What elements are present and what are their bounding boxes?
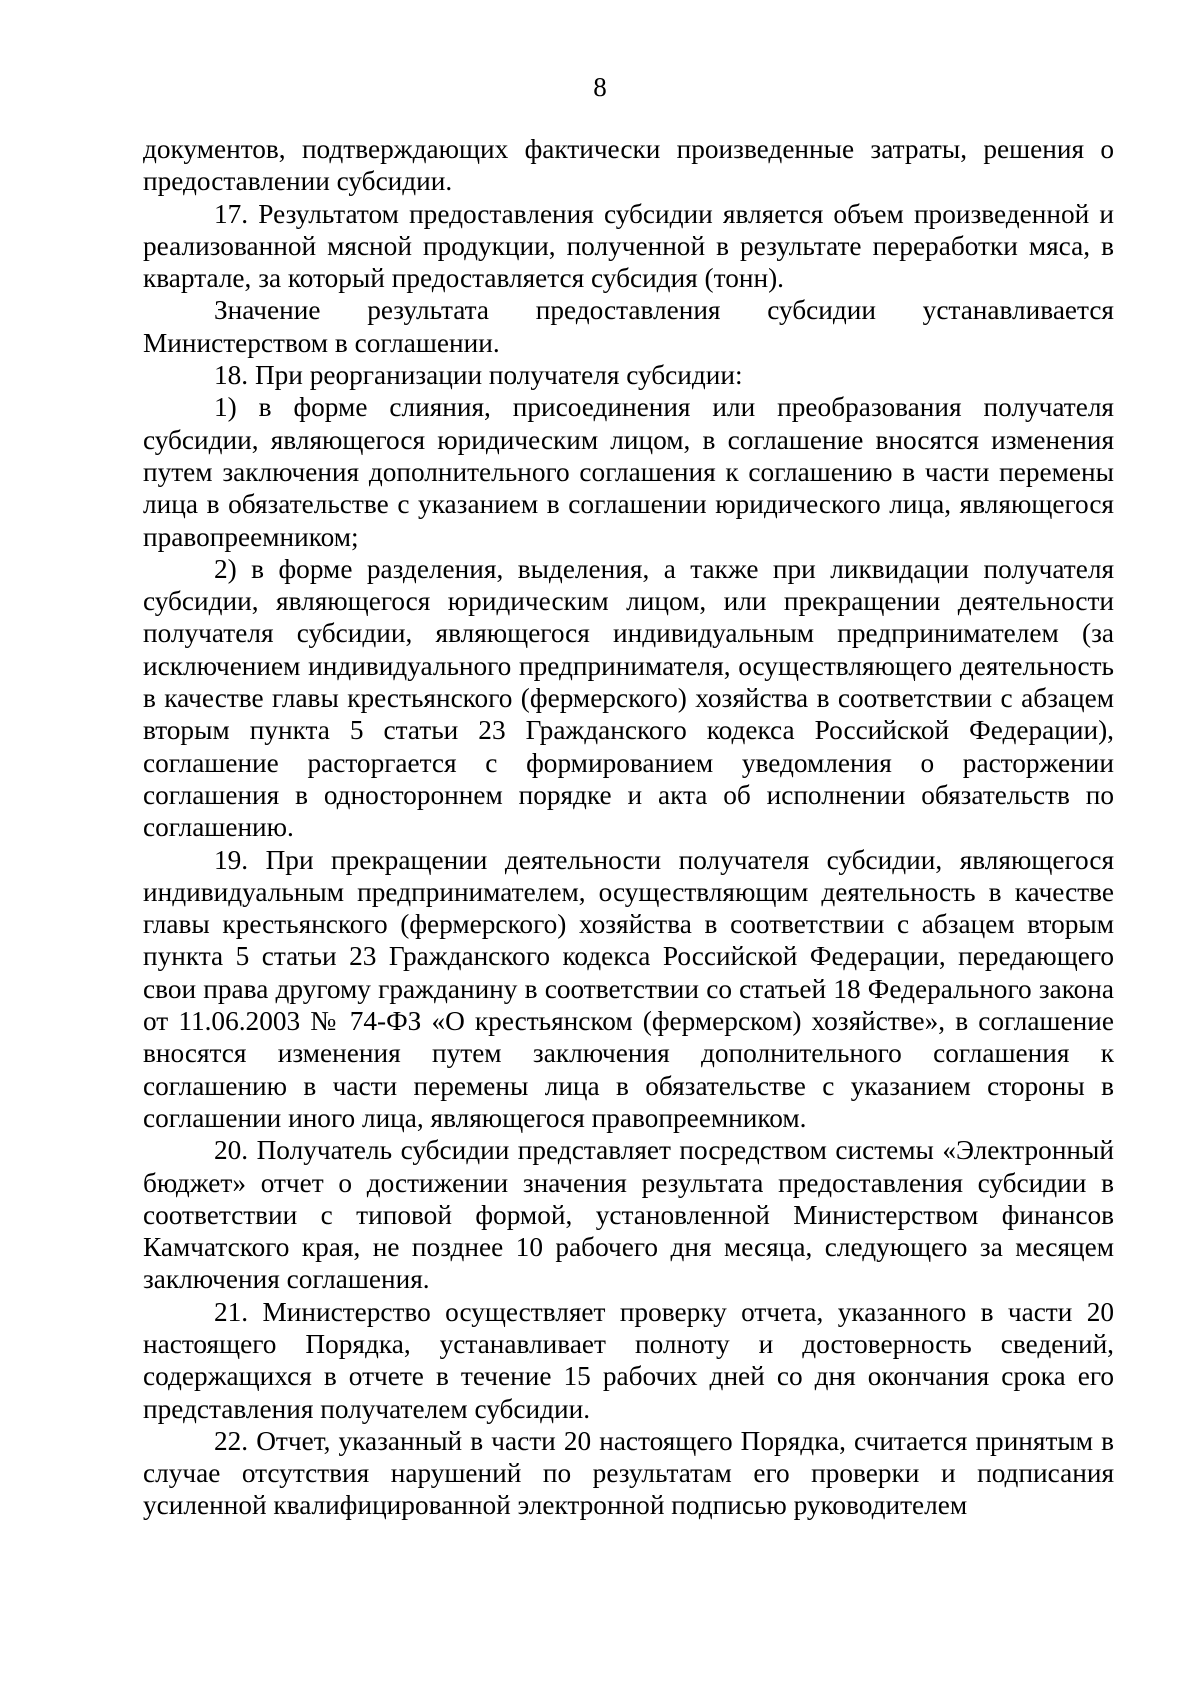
paragraph-17-result-value: Значение результата предоставления субсидии устанавливается Министерством в соглашении. (143, 295, 1114, 358)
document-body (143, 133, 1114, 1522)
paragraph-18: 18. При реорганизации получателя субсидии: (214, 360, 743, 391)
paragraph-17: 17. Результатом предоставления субсидии является объем произведенной и реализованной мясной продукции, полученной в результате переработки мяса, в квартале, за который предоставляется субсидия (тонн). (143, 198, 1114, 294)
paragraph-continuation: документов, подтверждающих фактически произведенные затраты, решения о предоставлении субсидии. (143, 134, 1114, 197)
paragraph-18-item-2: 2) в форме разделения, выделения, а также при ликвидации получателя субсидии, являющегося юридическим лицом, или прекращении деятельности получателя субсидии, являющегося индивидуальным предпринимателем (за исключением индивидуального предпринимателя, осуществляющего деятельность в качестве главы крестьянского (фермерского) хозяйства в соответствии с абзацем вторым пункта 5 статьи 23 Гражданского кодекса Российской Федерации), соглашение расторгается с формированием уведомления о расторжении соглашения в одностороннем порядке и акта об исполнении обязательств по соглашению. (143, 553, 1114, 843)
paragraph-20: 20. Получатель субсидии представляет посредством системы «Электронный бюджет» отчет о достижении значения результата предоставления субсидии в соответствии с типовой формой, установленной Министерством финансов Камчатского края, не позднее 10 рабочего дня месяца, следующего за месяцем заключения соглашения. (143, 1135, 1114, 1295)
paragraph-18-item-1: 1) в форме слияния, присоединения или преобразования получателя субсидии, являющегося юридическим лицом, в соглашение вносятся изменения путем заключения дополнительного соглашения к соглашению в части перемены лица в обязательстве с указанием в соглашении юридического лица, являющегося правопреемником; (143, 392, 1114, 552)
page-number: 8 (593, 72, 607, 102)
paragraph-21: 21. Министерство осуществляет проверку отчета, указанного в части 20 настоящего Порядка, устанавливает полноту и достоверность сведений, содержащихся в отчете в течение 15 рабочих дней со дня окончания срока его представления получателем субсидии. (143, 1296, 1114, 1424)
paragraph-19: 19. При прекращении деятельности получателя субсидии, являющегося индивидуальным предпринимателем, осуществляющим деятельность в качестве главы крестьянского (фермерского) хозяйства в соответствии с абзацем вторым пункта 5 статьи 23 Гражданского кодекса Российской Федерации, передающего свои права другому гражданину в соответствии со статьей 18 Федерального закона от 11.06.2003 № 74-ФЗ «О крестьянском (фермерском) хозяйстве», в соглашение вносятся изменения путем заключения дополнительного соглашения к соглашению в части перемены лица в обязательстве с указанием стороны в соглашении иного лица, являющегося правопреемником. (143, 844, 1114, 1133)
paragraph-22: 22. Отчет, указанный в части 20 настоящего Порядка, считается принятым в случае отсутствия нарушений по результатам его проверки и подписания усиленной квалифицированной электронной подписью руководителем (143, 1425, 1114, 1521)
